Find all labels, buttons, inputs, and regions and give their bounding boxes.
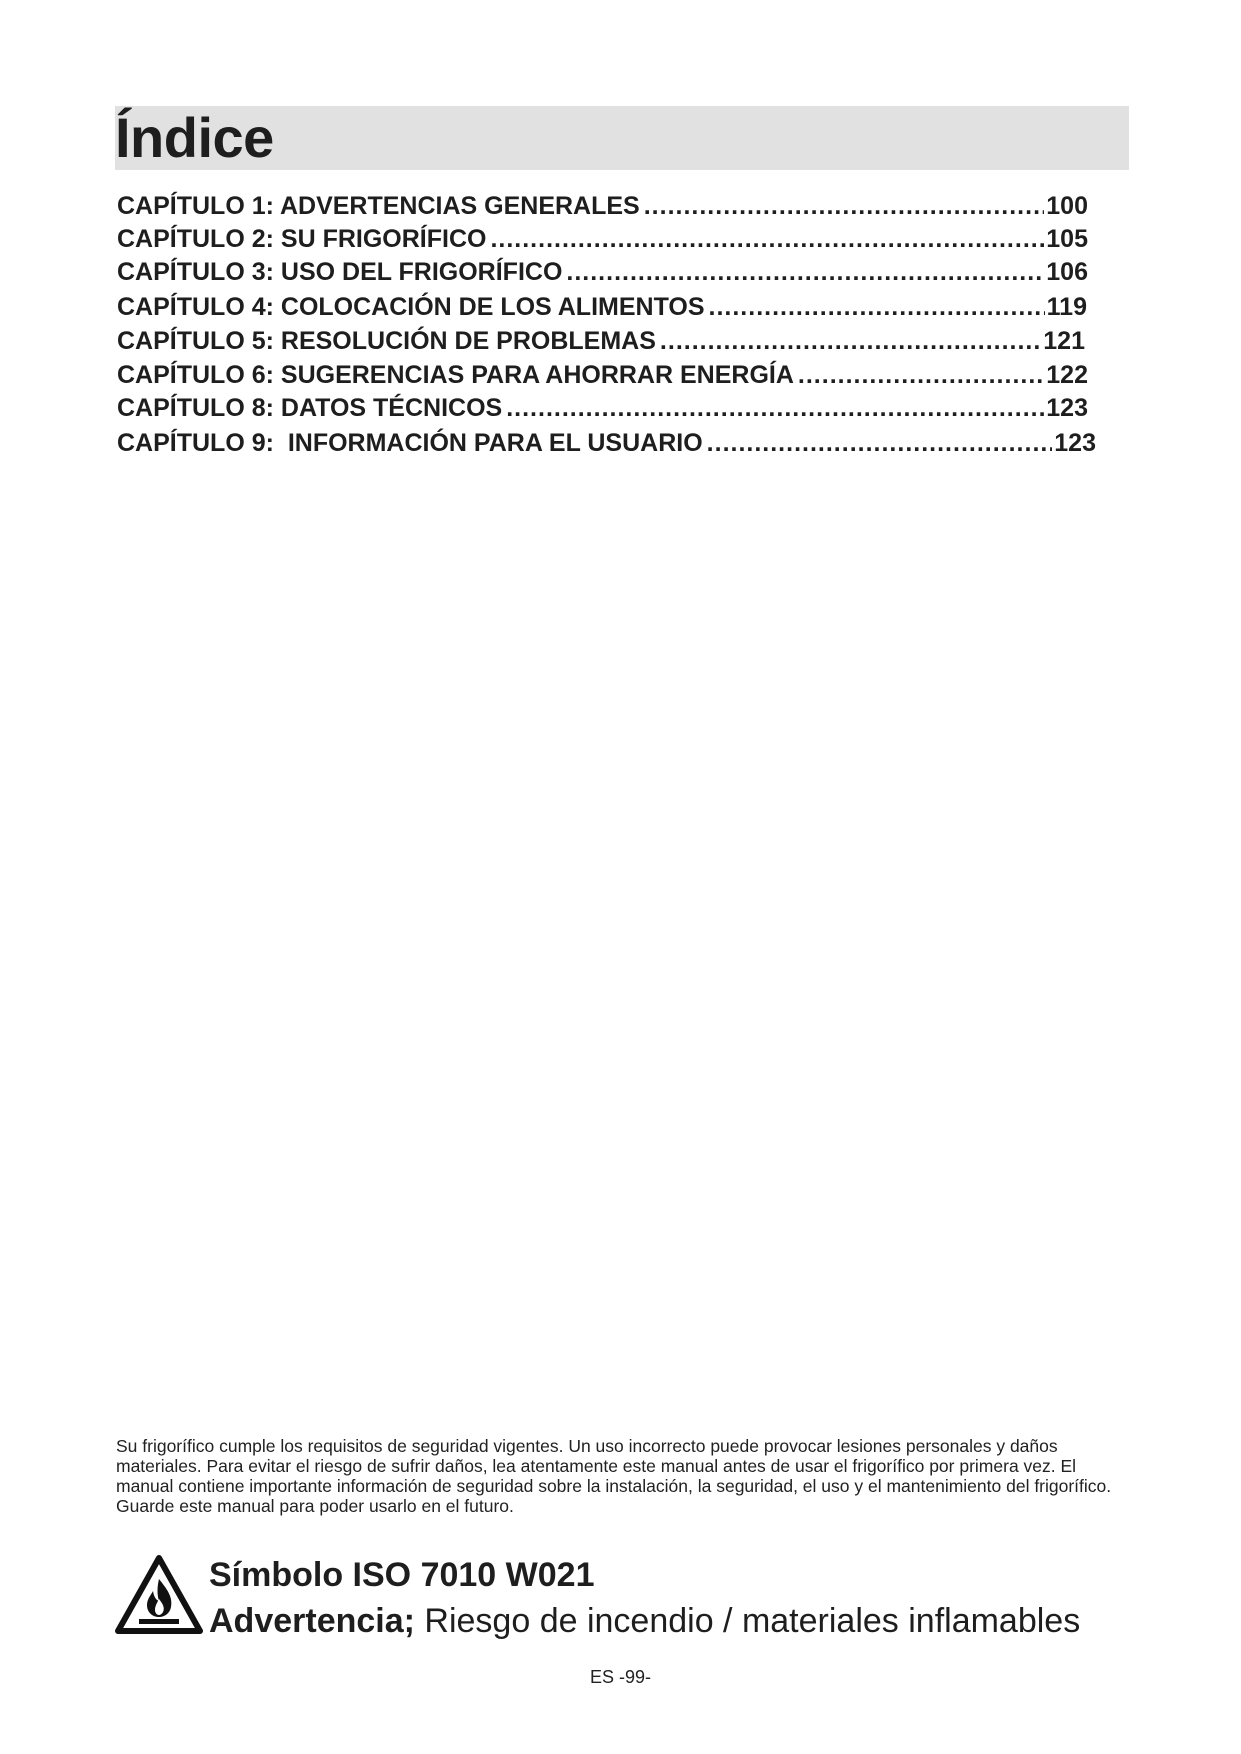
toc-item-label: CAPÍTULO 6: SUGERENCIAS PARA AHORRAR ENERGÍA <box>117 361 794 389</box>
toc-item[interactable] <box>117 424 1096 458</box>
toc-item-label: CAPÍTULO 1: ADVERTENCIAS GENERALES <box>117 192 640 220</box>
toc-item[interactable] <box>117 253 1088 287</box>
toc-leader-dots <box>707 429 1053 458</box>
toc-leader-dots <box>644 192 1045 221</box>
toc-leader-dots <box>709 293 1045 322</box>
toc-item-page: 123 <box>1046 394 1088 422</box>
toc-item-label: CAPÍTULO 3: USO DEL FRIGORÍFICO <box>117 258 563 286</box>
toc-leader-dots <box>490 225 1044 254</box>
warning-text: Riesgo de incendio / materiales inflamables <box>414 1602 1081 1640</box>
iso-symbol-title: Símbolo ISO 7010 W021 <box>209 1556 595 1594</box>
toc-item-page: 122 <box>1046 361 1088 389</box>
page-title: Índice <box>115 106 274 169</box>
toc-item-page: 106 <box>1046 258 1088 286</box>
toc-item-label: CAPÍTULO 2: SU FRIGORÍFICO <box>117 225 487 253</box>
toc-item[interactable] <box>117 356 1088 390</box>
flammable-warning-icon <box>115 1555 203 1634</box>
warning-line <box>209 1599 1080 1643</box>
toc-leader-dots <box>566 258 1044 287</box>
toc-item[interactable] <box>117 288 1087 322</box>
toc-item-label: CAPÍTULO 4: COLOCACIÓN DE LOS ALIMENTOS <box>117 293 705 321</box>
toc-leader-dots <box>798 361 1044 390</box>
toc-item-page: 123 <box>1054 429 1096 457</box>
toc-item-page: 100 <box>1046 192 1088 220</box>
toc-item-page: 105 <box>1046 225 1088 253</box>
toc-item[interactable] <box>117 389 1088 423</box>
toc-item[interactable] <box>117 187 1088 221</box>
toc-item[interactable] <box>117 322 1085 356</box>
toc-item-label: CAPÍTULO 9: INFORMACIÓN PARA EL USUARIO <box>117 429 703 457</box>
toc-item-label: CAPÍTULO 5: RESOLUCIÓN DE PROBLEMAS <box>117 327 656 355</box>
toc-item-page: 121 <box>1043 327 1085 355</box>
page-number: ES -99- <box>589 1667 652 1687</box>
intro-paragraph: Su frigorífico cumple los requisitos de seguridad vigentes. Un uso incorrecto puede provocar lesiones personales y daños materiales. Para evitar el riesgo de sufrir daños, lea atentamente este manual antes de usar el frigorífico por primera vez. El manual contiene importante información de seguridad sobre la instalación, la seguridad, el uso y el mantenimiento del frigorífico. Guarde este manual para poder usarlo en el futuro. <box>116 1436 1112 1516</box>
toc-leader-dots <box>660 327 1041 356</box>
toc-item[interactable] <box>117 220 1088 254</box>
warning-label: Advertencia; <box>209 1602 415 1640</box>
toc-item-label: CAPÍTULO 8: DATOS TÉCNICOS <box>117 394 503 422</box>
toc-leader-dots <box>506 394 1044 423</box>
toc-item-page: 119 <box>1046 293 1087 321</box>
